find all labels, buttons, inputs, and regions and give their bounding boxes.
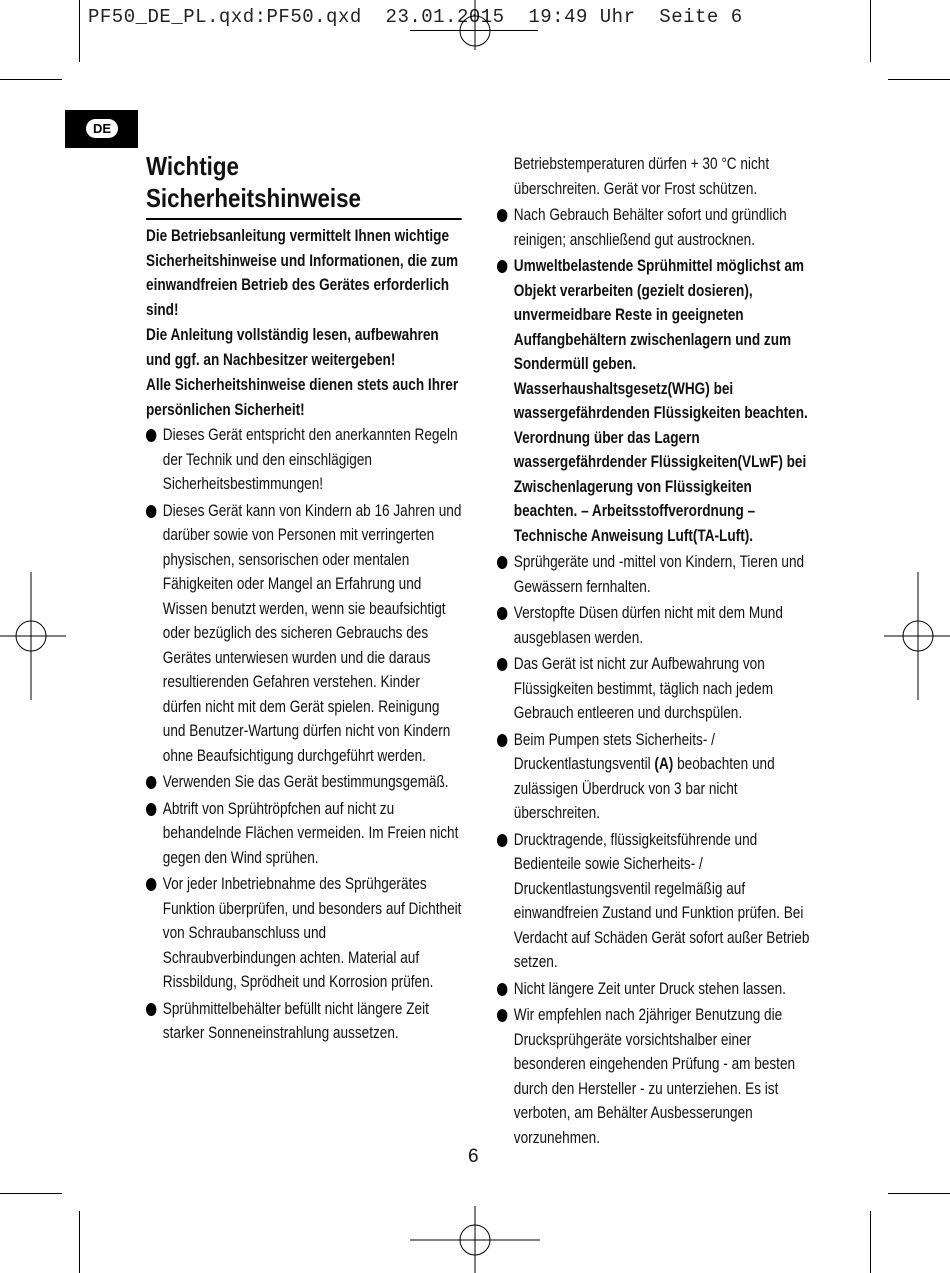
crop-mark-bottom-right-v bbox=[870, 1211, 871, 1273]
bullet-dot-icon bbox=[497, 1009, 507, 1022]
list-item: Wir empfehlen nach 2jähriger Benutzung die Drucksprühgeräte vorsichtshalber einer besonderen eingehenden Prüfung - am besten durch den Hersteller - zu unterziehen. Es ist verboten, am Behälter Ausbesserungen vorzunehmen. bbox=[497, 1003, 815, 1150]
list-item: Vor jeder Inbetriebnahme des Sprühgerätes Funktion überprüfen, und besonders auf Dichtheit von Schraubanschluss und Schraubverbindungen achten. Material auf Rissbildung, Sprödheit und Korrosion prüfen. bbox=[146, 872, 462, 995]
left-column bbox=[146, 150, 462, 1048]
right-column bbox=[497, 152, 815, 1152]
list-item: Verstopfte Düsen dürfen nicht mit dem Mund ausgeblasen werden. bbox=[497, 601, 815, 650]
intro-paragraph: Die Betriebsanleitung vermittelt Ihnen wichtige Sicherheitshinweise und Informationen, die zum einwandfreien Betrieb des Gerätes erforderlich sind! bbox=[146, 226, 459, 319]
intro-block bbox=[146, 224, 462, 422]
registration-mark-top bbox=[420, 0, 530, 50]
title-line-1: Wichtige bbox=[146, 151, 239, 181]
list-item: Nicht längere Zeit unter Druck stehen lassen. bbox=[497, 977, 815, 1002]
list-item: Nach Gebrauch Behälter sofort und gründlich reinigen; anschließend gut austrocknen. bbox=[497, 203, 815, 252]
intro-paragraph: Die Anleitung vollständig lesen, aufbewahren und ggf. an Nachbesitzer weitergeben! bbox=[146, 325, 439, 369]
bullet-dot-icon bbox=[497, 260, 507, 273]
crop-mark-top-right-h bbox=[888, 79, 950, 80]
bullet-dot-icon bbox=[146, 429, 156, 442]
bullet-dot-icon bbox=[497, 983, 507, 996]
list-item: Verwenden Sie das Gerät bestimmungsgemäß. bbox=[146, 770, 462, 795]
crop-mark-bottom-left-v bbox=[79, 1211, 80, 1273]
continued-text: Betriebstemperaturen dürfen + 30 °C nicht überschreiten. Gerät vor Frost schützen. bbox=[513, 154, 770, 198]
list-item: Drucktragende, flüssigkeitsführende und Bedienteile sowie Sicherheits- / Druckentlastungsventil regelmäßig auf einwandfreien Zustand und Funktion prüfen. Bei Verdacht auf Schäden Gerät sofort außer Betrieb setzen. bbox=[497, 828, 815, 975]
list-item: Sprühgeräte und -mittel von Kindern, Tieren und Gewässern fernhalten. bbox=[497, 550, 815, 599]
title-line-2: Sicherheitshinweise bbox=[146, 183, 361, 213]
list-item: Das Gerät ist nicht zur Aufbewahrung von Flüssigkeiten bestimmt, täglich nach jedem Gebrauch entleeren und durchspülen. bbox=[497, 652, 815, 726]
bullet-dot-icon bbox=[497, 834, 507, 847]
list-item: Dieses Gerät entspricht den anerkannten Regeln der Technik und den einschlägigen Sicherheitsbestimmungen! bbox=[146, 423, 462, 497]
language-label: DE bbox=[86, 119, 118, 138]
bullet-dot-icon bbox=[146, 803, 156, 816]
list-item: Abtrift von Sprühtröpfchen auf nicht zu behandelnde Flächen vermeiden. Im Freien nicht gegen den Wind sprühen. bbox=[146, 797, 462, 871]
bullet-dot-icon bbox=[146, 505, 156, 518]
page-title bbox=[146, 150, 461, 220]
bullet-dot-icon bbox=[497, 734, 507, 747]
left-bullet-list bbox=[146, 423, 462, 1046]
list-item-environment: Umweltbelastende Sprühmittel möglichst am Objekt verarbeiten (gezielt dosieren), unvermeidbare Reste in geeigneten Auffangbehältern zwischenlagern und zum Sondermüll geben. Wasserhaushaltsgesetz(WHG) bei wassergefährdenden Flüssigkeiten beachten. Verordnung über das Lagern wassergefährdender Flüssigkeiten(VLwF) bei Zwischenlagerung von Flüssigkeiten beachten. – Arbeitsstoffverordnung – Technische Anweisung Luft(TA-Luft). bbox=[497, 254, 815, 548]
crop-mark-top-right-v bbox=[870, 0, 871, 62]
list-item: Sprühmittelbehälter befüllt nicht längere Zeit starker Sonneneinstrahlung aussetzen. bbox=[146, 997, 462, 1046]
bullet-dot-icon bbox=[497, 556, 507, 569]
intro-paragraph: Alle Sicherheitshinweise dienen stets auch Ihrer persönlichen Sicherheit! bbox=[146, 375, 459, 419]
bullet-dot-icon bbox=[497, 209, 507, 222]
crop-mark-bottom-right-h bbox=[888, 1193, 950, 1194]
print-slug-line: PF50_DE_PL.qxd:PF50.qxd 23.01.2015 19:49 Uhr Seite 6 bbox=[88, 6, 743, 28]
registration-mark-bottom bbox=[410, 1206, 540, 1273]
crop-mark-bottom-left-h bbox=[0, 1193, 62, 1194]
bullet-dot-icon bbox=[497, 607, 507, 620]
language-tab bbox=[65, 110, 138, 148]
bullet-dot-icon bbox=[146, 878, 156, 891]
page-number: 6 bbox=[468, 1146, 479, 1167]
registration-mark-left bbox=[0, 572, 66, 700]
valve-reference: (A) bbox=[654, 754, 674, 773]
bullet-dot-icon bbox=[146, 776, 156, 789]
crop-mark-top-left-h bbox=[0, 79, 62, 80]
list-item: Dieses Gerät kann von Kindern ab 16 Jahren und darüber sowie von Personen mit verringerten physischen, sensorischen oder mentalen Fähigkeiten oder Mangel an Erfahrung und Wissen benutzt werden, wenn sie beaufsichtigt oder bezüglich des sicheren Gebrauchs des Gerätes unterwiesen wurden und die daraus resultierenden Gefahren verstehen. Kinder dürfen nicht mit dem Gerät spielen. Reinigung und Benutzer-Wartung dürfen nicht von Kindern ohne Beaufsichtigung durchgeführt werden. bbox=[146, 499, 462, 769]
bullet-dot-icon bbox=[146, 1003, 156, 1016]
right-bullet-list bbox=[497, 203, 815, 1150]
law-reference-text: Wasserhaushaltsgesetz(WHG) bei wassergefährdenden Flüssigkeiten beachten. Verordnung über das Lagern wassergefährdender Flüssigkeiten(VLwF) bei Zwischenlagerung von Flüssigkeiten beachten. – Arbeitsstoffverordnung – Technische Anweisung Luft(TA-Luft). bbox=[513, 378, 808, 545]
list-item-valve: Beim Pumpen stets Sicherheits- / Druckentlastungsventil (A) beobachten und zulässigen Überdruck von 3 bar nicht überschreiten. bbox=[497, 728, 815, 826]
bullet-dot-icon bbox=[497, 658, 507, 671]
crop-mark-top-left-v bbox=[79, 0, 80, 62]
registration-mark-right bbox=[884, 572, 950, 700]
